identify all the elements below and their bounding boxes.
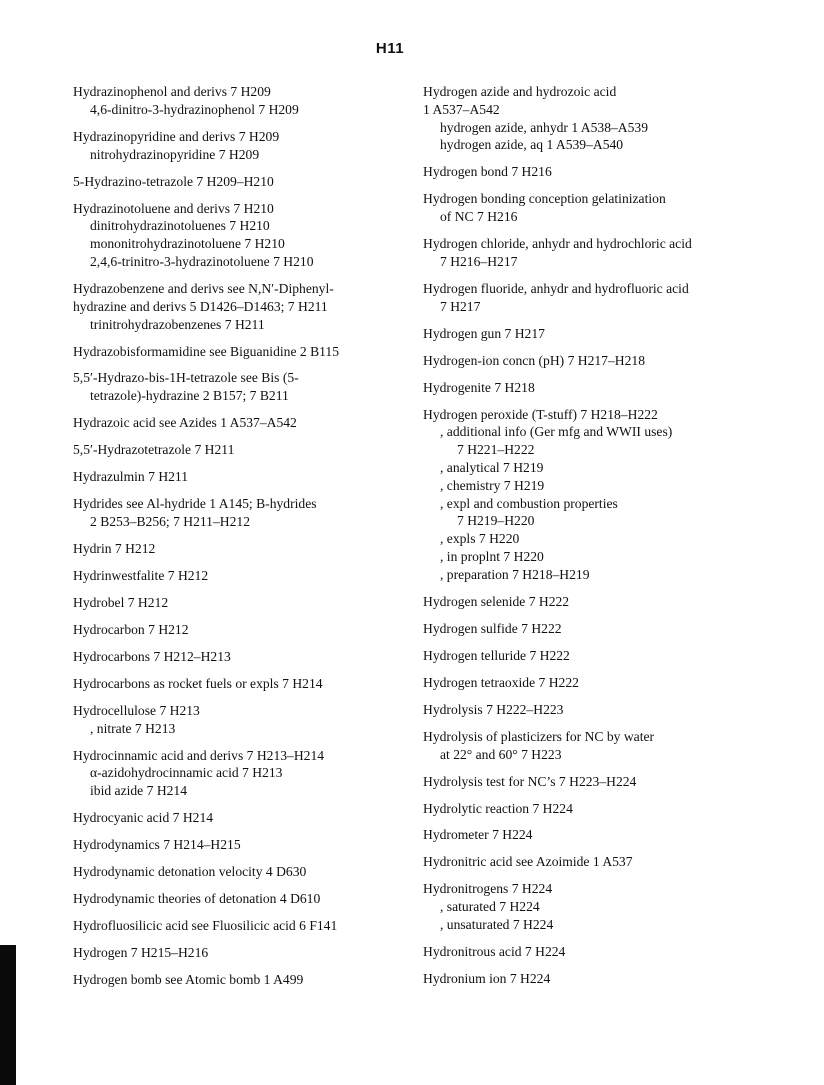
- index-heading-line: Hydrocellulose 7 H213: [73, 702, 200, 718]
- index-heading-line: 5,5′-Hydrazo-bis-1H-tetrazole see Bis (5-: [73, 370, 299, 386]
- index-entry: [423, 647, 763, 665]
- index-subentry-line: hydrogen azide, aq 1 A539–A540: [440, 137, 624, 153]
- index-entry: [423, 325, 763, 343]
- index-subentry-line: ibid azide 7 H214: [90, 783, 188, 799]
- index-heading-line: Hydrinwestfalite 7 H212: [73, 567, 209, 583]
- index-heading-line: Hydronitrous acid 7 H224: [423, 944, 566, 960]
- index-entry: [423, 190, 763, 226]
- index-entry: [423, 728, 763, 764]
- index-heading-line: Hydrodynamics 7 H214–H215: [73, 837, 241, 853]
- index-subentry-line: , in proplnt 7 H220: [440, 549, 544, 565]
- index-entry: [423, 235, 763, 271]
- index-subentry-line: 7 H219–H220: [457, 513, 535, 529]
- index-subentry-line: , preparation 7 H218–H219: [440, 566, 590, 582]
- index-heading-line: Hydrogen peroxide (T-stuff) 7 H218–H222: [423, 406, 658, 422]
- index-heading-line: Hydrogen-ion concn (pH) 7 H217–H218: [423, 352, 645, 368]
- index-subentry-line: , expls 7 H220: [440, 531, 520, 547]
- index-entry: [73, 917, 408, 935]
- page-header: H11: [375, 40, 405, 57]
- index-entry: [73, 128, 408, 164]
- index-heading-line: Hydrogen sulfide 7 H222: [423, 620, 562, 636]
- index-entry: [423, 853, 763, 871]
- index-subentry-line: 2 B253–B256; 7 H211–H212: [90, 514, 250, 530]
- index-subentry-line: , unsaturated 7 H224: [440, 917, 554, 933]
- index-heading-line: Hydrogen gun 7 H217: [423, 325, 545, 341]
- index-entry: [73, 468, 408, 486]
- index-subentry-line: dinitrohydrazinotoluenes 7 H210: [90, 218, 270, 234]
- index-heading-line: Hydrocarbons as rocket fuels or expls 7 H214: [73, 675, 323, 691]
- index-subentry-line: , expl and combustion properties: [440, 495, 618, 511]
- index-heading-line: Hydrazinopyridine and derivs 7 H209: [73, 128, 280, 144]
- index-entry: [423, 163, 763, 181]
- index-entry: [73, 944, 408, 962]
- index-entry: [73, 675, 408, 693]
- index-entry: [73, 495, 408, 531]
- index-heading-line: Hydrogen selenide 7 H222: [423, 593, 570, 609]
- index-heading-line: Hydrodynamic theories of detonation 4 D610: [73, 891, 321, 907]
- index-heading-line: Hydrolytic reaction 7 H224: [423, 800, 573, 816]
- index-entry: [423, 379, 763, 397]
- index-entry: [423, 674, 763, 692]
- index-subentry-line: 7 H221–H222: [457, 442, 535, 458]
- index-entry: [73, 747, 408, 800]
- index-entry: [73, 414, 408, 432]
- index-heading-line: Hydrogen tetraoxide 7 H222: [423, 674, 579, 690]
- index-entry: [423, 352, 763, 370]
- index-entry: [423, 701, 763, 719]
- index-subentry-line: trinitrohydrazobenzenes 7 H211: [90, 316, 265, 332]
- index-subentry-line: hydrazine and derivs 5 D1426–D1463; 7 H211: [73, 298, 328, 314]
- index-heading-line: Hydrobel 7 H212: [73, 594, 169, 610]
- index-entry: [73, 890, 408, 908]
- index-heading-line: Hydrazobenzene and derivs see N,N′-Diphenyl-: [73, 280, 334, 296]
- index-subentry-line: of NC 7 H216: [440, 209, 518, 225]
- index-subentry-line: , saturated 7 H224: [440, 899, 540, 915]
- index-heading-line: Hydrin 7 H212: [73, 541, 156, 556]
- index-entry: [73, 343, 408, 361]
- index-entry: [423, 620, 763, 638]
- index-entry: [423, 593, 763, 611]
- index-heading-line: Hydrogenite 7 H218: [423, 379, 535, 395]
- index-heading-line: Hydrides see Al-hydride 1 A145; B-hydrides: [73, 496, 317, 512]
- index-entry: [73, 369, 408, 405]
- index-entry: [73, 540, 408, 558]
- index-entry: [423, 406, 763, 584]
- index-heading-line: Hydronium ion 7 H224: [423, 971, 551, 987]
- index-entry: [73, 971, 408, 989]
- index-heading-line: 5,5′-Hydrazotetrazole 7 H211: [73, 442, 235, 458]
- index-entry: [73, 173, 408, 191]
- index-entry: [423, 773, 763, 791]
- index-subentry-line: 1 A537–A542: [423, 101, 500, 117]
- index-entry: [73, 863, 408, 881]
- index-entry: [73, 702, 408, 738]
- index-heading-line: Hydrolysis of plasticizers for NC by water: [423, 728, 655, 744]
- index-column-right: [423, 83, 763, 997]
- index-entry: [73, 441, 408, 459]
- index-heading-line: Hydrogen 7 H215–H216: [73, 945, 209, 961]
- index-heading-line: Hydrogen telluride 7 H222: [423, 647, 570, 663]
- index-subentry-line: α-azidohydrocinnamic acid 7 H213: [90, 765, 283, 781]
- index-subentry-line: tetrazole)-hydrazine 2 B157; 7 B211: [90, 388, 289, 404]
- index-heading-line: 5-Hydrazino-tetrazole 7 H209–H210: [73, 173, 274, 189]
- index-heading-line: Hydrazobisformamidine see Biguanidine 2 B115: [73, 343, 340, 359]
- index-subentry-line: hydrogen azide, anhydr 1 A538–A539: [440, 119, 649, 135]
- index-entry: [73, 200, 408, 271]
- index-heading-line: Hydrogen bonding conception gelatinization: [423, 191, 666, 207]
- index-heading-line: Hydrogen bomb see Atomic bomb 1 A499: [73, 972, 304, 988]
- index-subentry-line: 7 H216–H217: [440, 253, 518, 269]
- index-entry: [73, 836, 408, 854]
- index-heading-line: Hydrocyanic acid 7 H214: [73, 810, 214, 826]
- index-heading-line: Hydrogen azide and hydrozoic acid: [423, 84, 617, 99]
- index-subentry-line: 2,4,6-trinitro-3-hydrazinotoluene 7 H210: [90, 253, 314, 269]
- index-entry: [73, 83, 408, 119]
- index-entry: [423, 83, 763, 154]
- index-heading-line: Hydrolysis 7 H222–H223: [423, 701, 564, 717]
- index-heading-line: Hydrocinnamic acid and derivs 7 H213–H214: [73, 747, 325, 763]
- index-subentry-line: at 22° and 60° 7 H223: [440, 746, 562, 762]
- index-entry: [73, 621, 408, 639]
- index-entry: [423, 280, 763, 316]
- index-heading-line: Hydrodynamic detonation velocity 4 D630: [73, 864, 307, 880]
- index-heading-line: Hydrocarbon 7 H212: [73, 621, 189, 637]
- index-entry: [73, 648, 408, 666]
- index-entry: [423, 943, 763, 961]
- index-entry: [423, 970, 763, 988]
- index-heading-line: Hydrometer 7 H224: [423, 827, 533, 843]
- index-subentry-line: mononitrohydrazinotoluene 7 H210: [90, 236, 285, 252]
- index-entry: [423, 880, 763, 933]
- index-subentry-line: , nitrate 7 H213: [90, 720, 176, 736]
- index-heading-line: Hydrogen fluoride, anhydr and hydrofluoric acid: [423, 280, 689, 296]
- index-entry: [73, 280, 408, 333]
- index-heading-line: Hydrogen chloride, anhydr and hydrochloric acid: [423, 236, 692, 252]
- index-heading-line: Hydrofluosilicic acid see Fluosilicic acid 6 F141: [73, 918, 338, 934]
- index-subentry-line: , analytical 7 H219: [440, 460, 544, 476]
- index-subentry-line: 7 H217: [440, 298, 481, 314]
- index-subentry-line: , chemistry 7 H219: [440, 477, 545, 493]
- index-heading-line: Hydrazinotoluene and derivs 7 H210: [73, 200, 274, 216]
- page-binding-edge: [0, 945, 16, 1085]
- index-heading-line: Hydrazinophenol and derivs 7 H209: [73, 84, 271, 99]
- index-heading-line: Hydrolysis test for NC’s 7 H223–H224: [423, 773, 637, 789]
- index-heading-line: Hydrazoic acid see Azides 1 A537–A542: [73, 415, 297, 431]
- index-entry: [73, 594, 408, 612]
- index-heading-line: Hydrogen bond 7 H216: [423, 164, 552, 180]
- index-heading-line: Hydrazulmin 7 H211: [73, 469, 189, 485]
- index-heading-line: Hydronitric acid see Azoimide 1 A537: [423, 854, 633, 870]
- index-column-left: [73, 83, 408, 998]
- index-heading-line: Hydrocarbons 7 H212–H213: [73, 648, 231, 664]
- index-subentry-line: 4,6-dinitro-3-hydrazinophenol 7 H209: [90, 101, 299, 117]
- index-subentry-line: , additional info (Ger mfg and WWII uses): [440, 424, 673, 440]
- index-entry: [423, 826, 763, 844]
- index-entry: [73, 809, 408, 827]
- index-subentry-line: nitrohydrazinopyridine 7 H209: [90, 146, 260, 162]
- index-entry: [423, 800, 763, 818]
- index-entry: [73, 567, 408, 585]
- index-heading-line: Hydronitrogens 7 H224: [423, 881, 553, 897]
